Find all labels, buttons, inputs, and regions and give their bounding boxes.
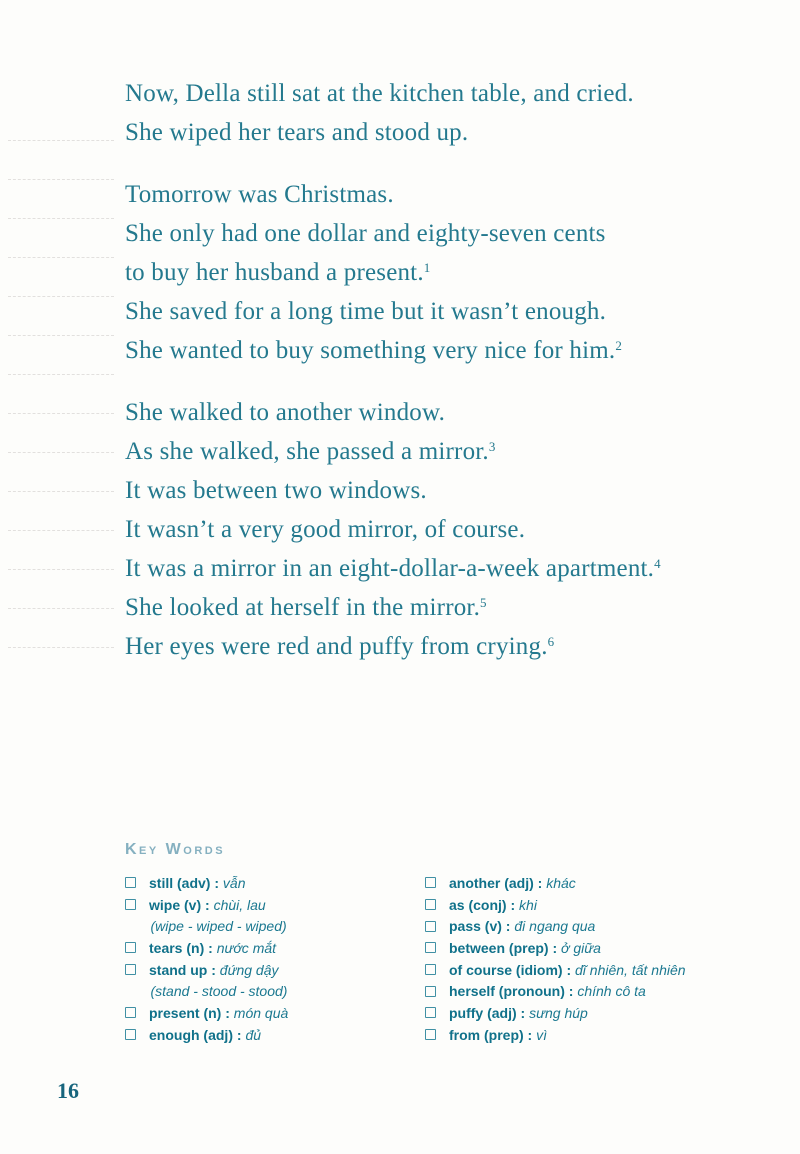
keyword-item bbox=[125, 937, 425, 959]
checkbox-icon bbox=[425, 1007, 436, 1018]
keyword-item bbox=[425, 915, 785, 937]
story-paragraph bbox=[125, 393, 785, 666]
keyword-item bbox=[125, 872, 425, 894]
keyword-item bbox=[425, 1002, 785, 1024]
story-line: She wanted to buy something very nice for him.$^2$ bbox=[125, 337, 622, 364]
keyword-separator: : bbox=[548, 939, 562, 956]
keyword-term: enough (adj) bbox=[149, 1026, 233, 1043]
story-line: It was a mirror in an eight-dollar-a-week apartment.$^4$ bbox=[125, 555, 661, 582]
checkbox-icon bbox=[125, 1029, 136, 1040]
checkbox-icon bbox=[425, 921, 436, 932]
keyword-separator: : bbox=[564, 983, 578, 1000]
margin-ruled-lines bbox=[0, 0, 125, 1154]
keyword-term: herself (pronoun) bbox=[449, 983, 565, 1000]
checkbox-icon bbox=[125, 877, 136, 888]
checkbox-icon bbox=[125, 899, 136, 910]
keyword-separator: : bbox=[533, 874, 547, 891]
margin-dash bbox=[8, 569, 114, 570]
keyword-verb-forms-note: (wipe - wiped - wiped) bbox=[150, 918, 287, 935]
keyword-separator: : bbox=[201, 896, 214, 913]
keyword-term: wipe (v) bbox=[149, 896, 202, 913]
footnote-reference: 5 bbox=[480, 595, 487, 610]
margin-dash bbox=[8, 647, 114, 648]
footnote-reference: 3 bbox=[488, 439, 496, 454]
footnote-reference: 6 bbox=[547, 634, 555, 649]
keyword-translation: đứng dậy bbox=[219, 961, 279, 978]
checkbox-icon bbox=[425, 964, 436, 975]
margin-dash bbox=[8, 218, 114, 219]
story-line: She looked at herself in the mirror.$^5$ bbox=[125, 594, 487, 621]
keyword-term: another (adj) bbox=[449, 874, 534, 891]
key-words-heading: Key Words bbox=[125, 841, 226, 858]
story-line: She only had one dollar and eighty-seven cents bbox=[125, 220, 606, 247]
keyword-separator: : bbox=[204, 939, 217, 956]
story-text bbox=[125, 74, 785, 689]
story-line: to buy her husband a present.$^1$ bbox=[125, 259, 431, 286]
story-line: Tomorrow was Christmas. bbox=[125, 181, 394, 208]
keyword-term: from (prep) bbox=[449, 1026, 524, 1043]
checkbox-icon bbox=[425, 942, 436, 953]
story-line: It wasn’t a very good mirror, of course. bbox=[125, 516, 526, 543]
checkbox-icon bbox=[425, 899, 436, 910]
keyword-term: stand up bbox=[149, 961, 208, 978]
keyword-translation: vì bbox=[536, 1026, 548, 1043]
keyword-separator: : bbox=[210, 874, 223, 891]
keyword-translation: món quà bbox=[233, 1004, 289, 1021]
keyword-verb-forms-note: (stand - stood - stood) bbox=[150, 983, 288, 1000]
margin-dash bbox=[8, 296, 114, 297]
keyword-item bbox=[425, 872, 785, 894]
footnote-reference: 4 bbox=[654, 556, 661, 571]
story-paragraph bbox=[125, 175, 785, 370]
keyword-term: still (adv) bbox=[149, 874, 211, 891]
footnote-reference: 2 bbox=[615, 338, 622, 353]
keyword-column bbox=[125, 872, 425, 1046]
story-paragraph bbox=[125, 74, 785, 152]
keyword-translation: đủ bbox=[245, 1026, 262, 1043]
margin-dash bbox=[8, 179, 114, 180]
keyword-separator: : bbox=[523, 1026, 537, 1043]
margin-dash bbox=[8, 608, 114, 609]
checkbox-icon bbox=[125, 1007, 136, 1018]
checkbox-icon bbox=[425, 986, 436, 997]
keyword-separator: : bbox=[562, 961, 576, 978]
checkbox-icon bbox=[125, 942, 136, 953]
checkbox-icon bbox=[125, 964, 136, 975]
story-line: She saved for a long time but it wasn’t enough. bbox=[125, 298, 607, 325]
keyword-separator: : bbox=[233, 1026, 246, 1043]
keyword-column bbox=[425, 872, 785, 1046]
story-line: Her eyes were red and puffy from crying.$^6$ bbox=[125, 633, 555, 660]
keyword-term: puffy (adj) bbox=[449, 1004, 517, 1021]
keyword-translation: ở giữa bbox=[561, 939, 601, 956]
keyword-item bbox=[125, 1024, 425, 1046]
story-line: It was between two windows. bbox=[125, 477, 427, 504]
keyword-translation: đi ngang qua bbox=[514, 918, 596, 935]
margin-dash bbox=[8, 452, 114, 453]
story-line: She walked to another window. bbox=[125, 399, 446, 426]
margin-dash bbox=[8, 491, 114, 492]
keyword-item bbox=[125, 894, 425, 916]
margin-dash bbox=[8, 140, 114, 141]
keyword-translation: khác bbox=[546, 874, 576, 891]
keyword-separator: : bbox=[506, 896, 520, 913]
checkbox-icon bbox=[425, 1029, 436, 1040]
keyword-translation: chùi, lau bbox=[213, 896, 266, 913]
keyword-separator: : bbox=[221, 1004, 234, 1021]
margin-dash bbox=[8, 374, 114, 375]
keyword-item bbox=[425, 1024, 785, 1046]
keyword-translation: sưng húp bbox=[529, 1004, 588, 1021]
keyword-term: tears (n) bbox=[149, 939, 205, 956]
keyword-separator: : bbox=[207, 961, 220, 978]
margin-dash bbox=[8, 335, 114, 336]
keyword-separator: : bbox=[516, 1004, 530, 1021]
margin-dash bbox=[8, 257, 114, 258]
keyword-term: as (conj) bbox=[449, 896, 507, 913]
keyword-translation: chính cô ta bbox=[577, 983, 646, 1000]
margin-dash bbox=[8, 530, 114, 531]
keyword-translation: vẫn bbox=[222, 874, 246, 891]
keyword-item bbox=[425, 894, 785, 916]
margin-dash bbox=[8, 413, 114, 414]
story-line: Now, Della still sat at the kitchen table, and cried. bbox=[125, 80, 634, 107]
story-line: As she walked, she passed a mirror.$^3$ bbox=[125, 438, 496, 465]
footnote-reference: 1 bbox=[423, 260, 431, 275]
checkbox-icon bbox=[425, 877, 436, 888]
story-line: She wiped her tears and stood up. bbox=[125, 119, 469, 146]
key-words-section bbox=[125, 841, 785, 1046]
keyword-term: between (prep) bbox=[449, 939, 549, 956]
keyword-term: of course (idiom) bbox=[449, 961, 563, 978]
keyword-translation: khi bbox=[519, 896, 537, 913]
page-number: 16 bbox=[57, 1078, 79, 1103]
key-words-columns bbox=[125, 872, 785, 1046]
keyword-separator: : bbox=[501, 918, 515, 935]
keyword-term: present (n) bbox=[149, 1004, 222, 1021]
keyword-item bbox=[125, 1002, 425, 1024]
keyword-item bbox=[425, 959, 785, 981]
keyword-translation: nước mắt bbox=[216, 939, 277, 956]
keyword-item bbox=[125, 959, 425, 981]
keyword-item bbox=[425, 937, 785, 959]
keyword-term: pass (v) bbox=[449, 918, 502, 935]
keyword-item bbox=[425, 980, 785, 1002]
keyword-translation: dĩ nhiên, tất nhiên bbox=[575, 961, 686, 978]
